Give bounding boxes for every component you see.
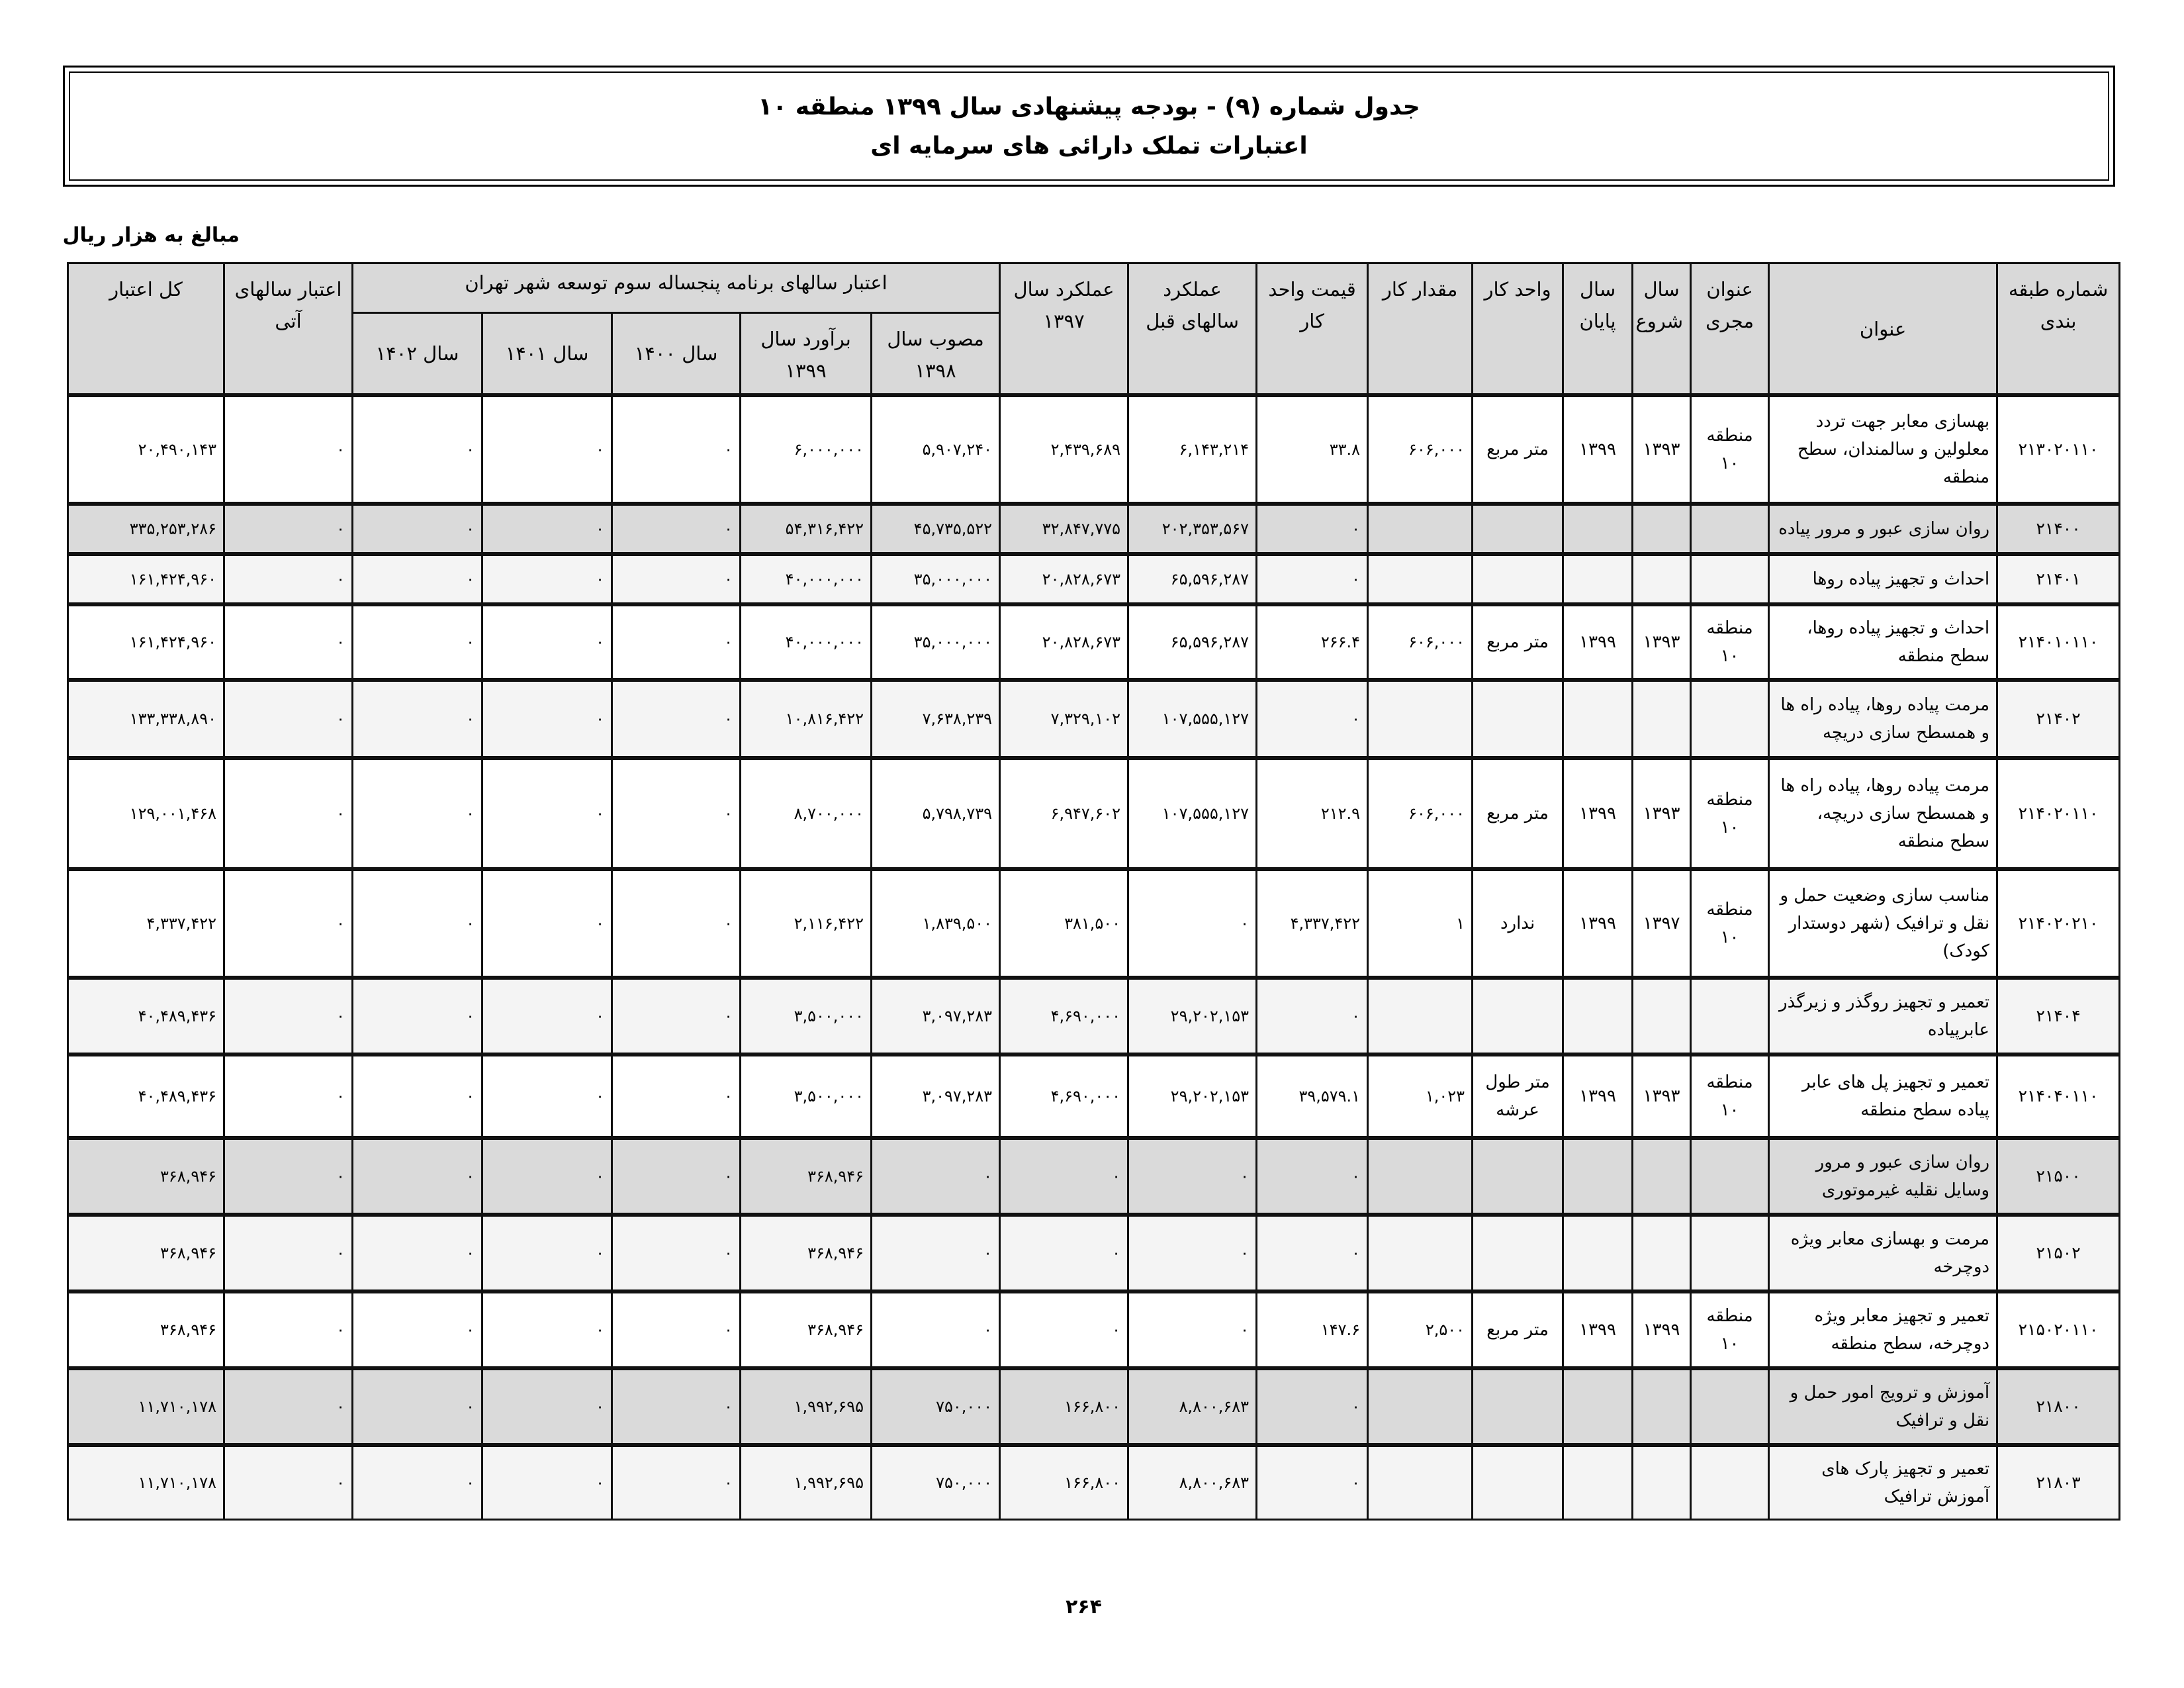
cell-year-1400: ۰ xyxy=(612,1368,741,1445)
budget-table xyxy=(67,262,2120,1521)
cell-quantity xyxy=(1368,1138,1473,1215)
cell-performance-1397: ۰ xyxy=(1000,1138,1128,1215)
cell-approved-1398: ۰ xyxy=(872,1138,1000,1215)
cell-estimate-1399: ۱,۹۹۲,۶۹۵ xyxy=(741,1445,872,1519)
cell-unit-price: ۰ xyxy=(1257,680,1368,758)
header-quantity: مقدار کار xyxy=(1368,263,1473,396)
cell-year-1400: ۰ xyxy=(612,604,741,680)
cell-executor: منطقه ۱۰ xyxy=(1691,869,1769,978)
cell-future-credit: ۰ xyxy=(224,1138,353,1215)
cell-total-credit: ۱۱,۷۱۰,۱۷۸ xyxy=(68,1368,224,1445)
header-five-year-plan-group: اعتبار سالهای برنامه پنجساله سوم توسعه شهر تهران xyxy=(353,263,1000,313)
cell-quantity xyxy=(1368,1368,1473,1445)
cell-total-credit: ۳۶۸,۹۴۶ xyxy=(68,1138,224,1215)
cell-end-year: ۱۳۹۹ xyxy=(1563,1291,1633,1368)
cell-year-1402: ۰ xyxy=(353,1291,482,1368)
cell-estimate-1399: ۳,۵۰۰,۰۰۰ xyxy=(741,978,872,1055)
cell-work-unit: متر مربع xyxy=(1473,395,1563,504)
cell-end-year xyxy=(1563,504,1633,554)
cell-approved-1398: ۵,۹۰۷,۲۴۰ xyxy=(872,395,1000,504)
cell-executor: منطقه ۱۰ xyxy=(1691,758,1769,869)
cell-work-unit xyxy=(1473,1138,1563,1215)
cell-estimate-1399: ۳۶۸,۹۴۶ xyxy=(741,1138,872,1215)
cell-start-year xyxy=(1633,554,1691,604)
cell-executor xyxy=(1691,978,1769,1055)
cell-estimate-1399: ۱۰,۸۱۶,۴۲۲ xyxy=(741,680,872,758)
cell-work-unit xyxy=(1473,978,1563,1055)
cell-estimate-1399: ۱,۹۹۲,۶۹۵ xyxy=(741,1368,872,1445)
cell-performance-1397: ۱۶۶,۸۰۰ xyxy=(1000,1445,1128,1519)
table-row xyxy=(68,1215,2120,1291)
cell-year-1400: ۰ xyxy=(612,1445,741,1519)
cell-performance-previous: ۶۵,۵۹۶,۲۸۷ xyxy=(1128,604,1257,680)
cell-work-unit: ندارد xyxy=(1473,869,1563,978)
cell-quantity: ۶۰۶,۰۰۰ xyxy=(1368,604,1473,680)
header-executor: عنوان مجری xyxy=(1691,263,1769,396)
table-title: جدول شماره (۹) - بودجه پیشنهادی سال ۱۳۹۹ منطقه ۱۰ xyxy=(758,93,1420,120)
cell-future-credit: ۰ xyxy=(224,1055,353,1138)
cell-classification-code: ۲۱۴۰۲۰۲۱۰ xyxy=(1997,869,2120,978)
cell-executor: منطقه ۱۰ xyxy=(1691,604,1769,680)
cell-work-unit: متر مربع xyxy=(1473,1291,1563,1368)
cell-start-year: ۱۳۹۹ xyxy=(1633,1291,1691,1368)
cell-estimate-1399: ۳۶۸,۹۴۶ xyxy=(741,1215,872,1291)
header-performance-1397: عملکرد سال ۱۳۹۷ xyxy=(1000,263,1128,396)
table-row xyxy=(68,604,2120,680)
cell-performance-1397: ۴,۶۹۰,۰۰۰ xyxy=(1000,1055,1128,1138)
cell-estimate-1399: ۳,۵۰۰,۰۰۰ xyxy=(741,1055,872,1138)
cell-total-credit: ۱۶۱,۴۲۴,۹۶۰ xyxy=(68,604,224,680)
cell-end-year xyxy=(1563,680,1633,758)
table-row xyxy=(68,869,2120,978)
cell-year-1401: ۰ xyxy=(482,1138,612,1215)
cell-total-credit: ۱۶۱,۴۲۴,۹۶۰ xyxy=(68,554,224,604)
cell-classification-code: ۲۱۴۰۲۰۱۱۰ xyxy=(1997,758,2120,869)
cell-unit-price: ۲۶۶.۴ xyxy=(1257,604,1368,680)
cell-year-1401: ۰ xyxy=(482,680,612,758)
cell-unit-price: ۳۳.۸ xyxy=(1257,395,1368,504)
cell-start-year xyxy=(1633,978,1691,1055)
table-row xyxy=(68,680,2120,758)
table-row xyxy=(68,554,2120,604)
cell-item-title: احداث و تجهیز پیاده روها xyxy=(1769,554,1997,604)
cell-performance-1397: ۲,۴۳۹,۶۸۹ xyxy=(1000,395,1128,504)
cell-end-year: ۱۳۹۹ xyxy=(1563,395,1633,504)
cell-start-year: ۱۳۹۳ xyxy=(1633,395,1691,504)
cell-future-credit: ۰ xyxy=(224,395,353,504)
cell-quantity: ۶۰۶,۰۰۰ xyxy=(1368,395,1473,504)
cell-item-title: روان سازی عبور و مرور پیاده xyxy=(1769,504,1997,554)
cell-quantity xyxy=(1368,1215,1473,1291)
cell-year-1401: ۰ xyxy=(482,869,612,978)
cell-approved-1398: ۱,۸۳۹,۵۰۰ xyxy=(872,869,1000,978)
cell-performance-previous: ۲۹,۲۰۲,۱۵۳ xyxy=(1128,1055,1257,1138)
cell-item-title: بهسازی معابر جهت تردد معلولین و سالمندان، سطح منطقه xyxy=(1769,395,1997,504)
cell-year-1400: ۰ xyxy=(612,1291,741,1368)
cell-unit-price: ۴,۳۳۷,۴۲۲ xyxy=(1257,869,1368,978)
cell-year-1402: ۰ xyxy=(353,869,482,978)
cell-performance-previous: ۰ xyxy=(1128,869,1257,978)
cell-year-1400: ۰ xyxy=(612,1138,741,1215)
cell-item-title: احداث و تجهیز پیاده روها، سطح منطقه xyxy=(1769,604,1997,680)
cell-classification-code: ۲۱۴۰۱۰۱۱۰ xyxy=(1997,604,2120,680)
cell-performance-1397: ۲۰,۸۲۸,۶۷۳ xyxy=(1000,604,1128,680)
cell-future-credit: ۰ xyxy=(224,1368,353,1445)
header-year-1400: سال ۱۴۰۰ xyxy=(612,313,741,396)
cell-performance-1397: ۲۰,۸۲۸,۶۷۳ xyxy=(1000,554,1128,604)
table-row xyxy=(68,1138,2120,1215)
cell-performance-1397: ۰ xyxy=(1000,1291,1128,1368)
cell-performance-previous: ۱۰۷,۵۵۵,۱۲۷ xyxy=(1128,680,1257,758)
cell-year-1402: ۰ xyxy=(353,504,482,554)
cell-future-credit: ۰ xyxy=(224,1291,353,1368)
header-unit: واحد کار xyxy=(1473,263,1563,396)
cell-estimate-1399: ۳۶۸,۹۴۶ xyxy=(741,1291,872,1368)
cell-work-unit xyxy=(1473,504,1563,554)
cell-future-credit: ۰ xyxy=(224,554,353,604)
cell-performance-previous: ۸,۸۰۰,۶۸۳ xyxy=(1128,1445,1257,1519)
table-row xyxy=(68,1291,2120,1368)
cell-total-credit: ۴۰,۴۸۹,۴۳۶ xyxy=(68,978,224,1055)
cell-unit-price: ۱۴۷.۶ xyxy=(1257,1291,1368,1368)
header-future-credit: اعتبار سالهای آتی xyxy=(224,263,353,396)
cell-classification-code: ۲۱۸۰۰ xyxy=(1997,1368,2120,1445)
cell-quantity xyxy=(1368,978,1473,1055)
cell-performance-previous: ۰ xyxy=(1128,1291,1257,1368)
cell-item-title: آموزش و ترویج امور حمل و نقل و ترافیک xyxy=(1769,1368,1997,1445)
cell-item-title: مناسب سازی وضعیت حمل و نقل و ترافیک (شهر دوستدار کودک) xyxy=(1769,869,1997,978)
header-unit-price: قیمت واحد کار xyxy=(1257,263,1368,396)
cell-performance-1397: ۱۶۶,۸۰۰ xyxy=(1000,1368,1128,1445)
cell-approved-1398: ۳,۰۹۷,۲۸۳ xyxy=(872,1055,1000,1138)
cell-item-title: تعمیر و تجهیز پارک های آموزش ترافیک xyxy=(1769,1445,1997,1519)
cell-approved-1398: ۷,۶۳۸,۲۳۹ xyxy=(872,680,1000,758)
cell-approved-1398: ۳,۰۹۷,۲۸۳ xyxy=(872,978,1000,1055)
cell-start-year xyxy=(1633,504,1691,554)
cell-future-credit: ۰ xyxy=(224,1445,353,1519)
cell-year-1400: ۰ xyxy=(612,395,741,504)
cell-executor: منطقه ۱۰ xyxy=(1691,395,1769,504)
cell-year-1400: ۰ xyxy=(612,504,741,554)
cell-executor xyxy=(1691,680,1769,758)
cell-executor: منطقه ۱۰ xyxy=(1691,1291,1769,1368)
cell-performance-1397: ۰ xyxy=(1000,1215,1128,1291)
cell-work-unit: متر مربع xyxy=(1473,604,1563,680)
cell-classification-code: ۲۱۴۰۴ xyxy=(1997,978,2120,1055)
cell-unit-price: ۰ xyxy=(1257,554,1368,604)
cell-end-year xyxy=(1563,1445,1633,1519)
cell-unit-price: ۰ xyxy=(1257,1445,1368,1519)
cell-estimate-1399: ۴۰,۰۰۰,۰۰۰ xyxy=(741,604,872,680)
cell-unit-price: ۰ xyxy=(1257,1215,1368,1291)
cell-year-1401: ۰ xyxy=(482,554,612,604)
cell-start-year: ۱۳۹۷ xyxy=(1633,869,1691,978)
cell-unit-price: ۲۱۲.۹ xyxy=(1257,758,1368,869)
cell-performance-previous: ۲۹,۲۰۲,۱۵۳ xyxy=(1128,978,1257,1055)
cell-work-unit: متر طول عرشه xyxy=(1473,1055,1563,1138)
cell-performance-previous: ۲۰۲,۳۵۳,۵۶۷ xyxy=(1128,504,1257,554)
cell-year-1402: ۰ xyxy=(353,604,482,680)
cell-year-1401: ۰ xyxy=(482,395,612,504)
cell-unit-price: ۳۹,۵۷۹.۱ xyxy=(1257,1055,1368,1138)
cell-work-unit xyxy=(1473,680,1563,758)
cell-year-1401: ۰ xyxy=(482,1291,612,1368)
cell-approved-1398: ۷۵۰,۰۰۰ xyxy=(872,1445,1000,1519)
cell-unit-price: ۰ xyxy=(1257,978,1368,1055)
currency-unit-note: مبالغ به هزار ریال xyxy=(62,224,240,247)
cell-total-credit: ۴,۳۳۷,۴۲۲ xyxy=(68,869,224,978)
cell-work-unit xyxy=(1473,1368,1563,1445)
cell-year-1400: ۰ xyxy=(612,978,741,1055)
cell-executor xyxy=(1691,554,1769,604)
cell-future-credit: ۰ xyxy=(224,504,353,554)
cell-quantity xyxy=(1368,1445,1473,1519)
cell-end-year: ۱۳۹۹ xyxy=(1563,604,1633,680)
cell-year-1401: ۰ xyxy=(482,1215,612,1291)
cell-start-year xyxy=(1633,1138,1691,1215)
cell-estimate-1399: ۴۰,۰۰۰,۰۰۰ xyxy=(741,554,872,604)
cell-end-year xyxy=(1563,1215,1633,1291)
cell-end-year: ۱۳۹۹ xyxy=(1563,869,1633,978)
cell-year-1400: ۰ xyxy=(612,1215,741,1291)
cell-classification-code: ۲۱۴۰۲ xyxy=(1997,680,2120,758)
cell-year-1402: ۰ xyxy=(353,1445,482,1519)
cell-unit-price: ۰ xyxy=(1257,504,1368,554)
header-performance-previous: عملکرد سالهای قبل xyxy=(1128,263,1257,396)
cell-executor xyxy=(1691,1445,1769,1519)
cell-year-1400: ۰ xyxy=(612,1055,741,1138)
cell-year-1401: ۰ xyxy=(482,604,612,680)
cell-classification-code: ۲۱۵۰۰ xyxy=(1997,1138,2120,1215)
cell-performance-previous: ۰ xyxy=(1128,1138,1257,1215)
cell-quantity: ۱ xyxy=(1368,869,1473,978)
cell-year-1402: ۰ xyxy=(353,978,482,1055)
cell-year-1402: ۰ xyxy=(353,1368,482,1445)
cell-quantity: ۶۰۶,۰۰۰ xyxy=(1368,758,1473,869)
table-body xyxy=(68,395,2120,1519)
cell-year-1402: ۰ xyxy=(353,395,482,504)
cell-classification-code: ۲۱۸۰۳ xyxy=(1997,1445,2120,1519)
cell-performance-1397: ۶,۹۴۷,۶۰۲ xyxy=(1000,758,1128,869)
cell-start-year: ۱۳۹۳ xyxy=(1633,758,1691,869)
table-row xyxy=(68,504,2120,554)
header-end-year: سال پایان xyxy=(1563,263,1633,396)
cell-classification-code: ۲۱۵۰۲۰۱۱۰ xyxy=(1997,1291,2120,1368)
cell-approved-1398: ۵,۷۹۸,۷۳۹ xyxy=(872,758,1000,869)
cell-quantity xyxy=(1368,504,1473,554)
cell-year-1401: ۰ xyxy=(482,758,612,869)
cell-total-credit: ۳۶۸,۹۴۶ xyxy=(68,1215,224,1291)
cell-total-credit: ۴۰,۴۸۹,۴۳۶ xyxy=(68,1055,224,1138)
cell-work-unit xyxy=(1473,554,1563,604)
cell-year-1402: ۰ xyxy=(353,1055,482,1138)
cell-end-year: ۱۳۹۹ xyxy=(1563,1055,1633,1138)
cell-performance-previous: ۱۰۷,۵۵۵,۱۲۷ xyxy=(1128,758,1257,869)
cell-year-1402: ۰ xyxy=(353,680,482,758)
cell-total-credit: ۱۲۹,۰۰۱,۴۶۸ xyxy=(68,758,224,869)
cell-work-unit xyxy=(1473,1445,1563,1519)
cell-year-1402: ۰ xyxy=(353,554,482,604)
header-estimate-1399: برآورد سال ۱۳۹۹ xyxy=(741,313,872,396)
cell-future-credit: ۰ xyxy=(224,680,353,758)
cell-year-1401: ۰ xyxy=(482,978,612,1055)
cell-unit-price: ۰ xyxy=(1257,1368,1368,1445)
cell-future-credit: ۰ xyxy=(224,604,353,680)
cell-work-unit: متر مربع xyxy=(1473,758,1563,869)
cell-total-credit: ۳۳۵,۲۵۳,۲۸۶ xyxy=(68,504,224,554)
cell-work-unit xyxy=(1473,1215,1563,1291)
cell-classification-code: ۲۱۳۰۲۰۱۱۰ xyxy=(1997,395,2120,504)
cell-performance-previous: ۸,۸۰۰,۶۸۳ xyxy=(1128,1368,1257,1445)
cell-quantity: ۱,۰۲۳ xyxy=(1368,1055,1473,1138)
header-year-1401: سال ۱۴۰۱ xyxy=(482,313,612,396)
cell-year-1401: ۰ xyxy=(482,504,612,554)
cell-classification-code: ۲۱۵۰۲ xyxy=(1997,1215,2120,1291)
cell-item-title: مرمت و بهسازی معابر ویژه دوچرخه xyxy=(1769,1215,1997,1291)
cell-classification-code: ۲۱۴۰۴۰۱۱۰ xyxy=(1997,1055,2120,1138)
table-title-box xyxy=(63,66,2115,187)
cell-item-title: تعمیر و تجهیز پل های عابر پیاده سطح منطقه xyxy=(1769,1055,1997,1138)
header-year-1402: سال ۱۴۰۲ xyxy=(353,313,482,396)
cell-classification-code: ۲۱۴۰۱ xyxy=(1997,554,2120,604)
cell-estimate-1399: ۸,۷۰۰,۰۰۰ xyxy=(741,758,872,869)
table-row xyxy=(68,978,2120,1055)
cell-approved-1398: ۷۵۰,۰۰۰ xyxy=(872,1368,1000,1445)
table-row xyxy=(68,1368,2120,1445)
cell-start-year xyxy=(1633,1215,1691,1291)
cell-year-1402: ۰ xyxy=(353,758,482,869)
cell-total-credit: ۱۱,۷۱۰,۱۷۸ xyxy=(68,1445,224,1519)
cell-start-year xyxy=(1633,680,1691,758)
cell-end-year xyxy=(1563,978,1633,1055)
cell-quantity: ۲,۵۰۰ xyxy=(1368,1291,1473,1368)
cell-approved-1398: ۰ xyxy=(872,1291,1000,1368)
cell-performance-previous: ۰ xyxy=(1128,1215,1257,1291)
cell-item-title: مرمت پیاده روها، پیاده راه ها و همسطح سازی دریچه، سطح منطقه xyxy=(1769,758,1997,869)
cell-performance-previous: ۶,۱۴۳,۲۱۴ xyxy=(1128,395,1257,504)
header-code: شماره طبقه بندی xyxy=(1997,263,2120,396)
cell-year-1401: ۰ xyxy=(482,1368,612,1445)
cell-end-year xyxy=(1563,1368,1633,1445)
cell-estimate-1399: ۶,۰۰۰,۰۰۰ xyxy=(741,395,872,504)
cell-unit-price: ۰ xyxy=(1257,1138,1368,1215)
header-approved-1398: مصوب سال ۱۳۹۸ xyxy=(872,313,1000,396)
cell-quantity xyxy=(1368,554,1473,604)
cell-year-1400: ۰ xyxy=(612,554,741,604)
table-title-inner xyxy=(69,71,2109,181)
cell-approved-1398: ۰ xyxy=(872,1215,1000,1291)
cell-year-1400: ۰ xyxy=(612,758,741,869)
cell-year-1400: ۰ xyxy=(612,869,741,978)
table-row xyxy=(68,1445,2120,1519)
cell-quantity xyxy=(1368,680,1473,758)
cell-item-title: روان سازی عبور و مرور وسایل نقلیه غیرموتوری xyxy=(1769,1138,1997,1215)
cell-executor xyxy=(1691,1368,1769,1445)
table-row xyxy=(68,758,2120,869)
cell-total-credit: ۲۰,۴۹۰,۱۴۳ xyxy=(68,395,224,504)
cell-approved-1398: ۳۵,۰۰۰,۰۰۰ xyxy=(872,554,1000,604)
cell-year-1402: ۰ xyxy=(353,1138,482,1215)
cell-executor xyxy=(1691,504,1769,554)
table-row xyxy=(68,1055,2120,1138)
cell-classification-code: ۲۱۴۰۰ xyxy=(1997,504,2120,554)
cell-end-year xyxy=(1563,1138,1633,1215)
cell-approved-1398: ۳۵,۰۰۰,۰۰۰ xyxy=(872,604,1000,680)
cell-start-year xyxy=(1633,1368,1691,1445)
cell-future-credit: ۰ xyxy=(224,1215,353,1291)
cell-item-title: مرمت پیاده روها، پیاده راه ها و همسطح سازی دریچه xyxy=(1769,680,1997,758)
cell-future-credit: ۰ xyxy=(224,978,353,1055)
cell-executor xyxy=(1691,1215,1769,1291)
cell-executor: منطقه ۱۰ xyxy=(1691,1055,1769,1138)
cell-start-year: ۱۳۹۳ xyxy=(1633,604,1691,680)
table-subtitle: اعتبارات تملک دارائی های سرمایه ای xyxy=(870,132,1308,160)
cell-end-year: ۱۳۹۹ xyxy=(1563,758,1633,869)
cell-future-credit: ۰ xyxy=(224,758,353,869)
cell-performance-1397: ۳۲,۸۴۷,۷۷۵ xyxy=(1000,504,1128,554)
cell-estimate-1399: ۵۴,۳۱۶,۴۲۲ xyxy=(741,504,872,554)
cell-item-title: تعمیر و تجهیز معابر ویژه دوچرخه، سطح منطقه xyxy=(1769,1291,1997,1368)
header-title: عنوان xyxy=(1769,263,1997,396)
cell-end-year xyxy=(1563,554,1633,604)
cell-estimate-1399: ۲,۱۱۶,۴۲۲ xyxy=(741,869,872,978)
cell-total-credit: ۱۳۳,۳۳۸,۸۹۰ xyxy=(68,680,224,758)
cell-start-year xyxy=(1633,1445,1691,1519)
cell-year-1400: ۰ xyxy=(612,680,741,758)
cell-item-title: تعمیر و تجهیز روگذر و زیرگذر عابرپیاده xyxy=(1769,978,1997,1055)
cell-performance-previous: ۶۵,۵۹۶,۲۸۷ xyxy=(1128,554,1257,604)
cell-future-credit: ۰ xyxy=(224,869,353,978)
header-total-credit: کل اعتبار xyxy=(68,263,224,396)
cell-year-1401: ۰ xyxy=(482,1055,612,1138)
cell-start-year: ۱۳۹۳ xyxy=(1633,1055,1691,1138)
header-start-year: سال شروع xyxy=(1633,263,1691,396)
cell-performance-1397: ۳۸۱,۵۰۰ xyxy=(1000,869,1128,978)
table-row xyxy=(68,395,2120,504)
cell-year-1402: ۰ xyxy=(353,1215,482,1291)
cell-performance-1397: ۷,۳۲۹,۱۰۲ xyxy=(1000,680,1128,758)
page-number: ۲۶۴ xyxy=(1066,1595,1102,1618)
cell-total-credit: ۳۶۸,۹۴۶ xyxy=(68,1291,224,1368)
cell-performance-1397: ۴,۶۹۰,۰۰۰ xyxy=(1000,978,1128,1055)
cell-approved-1398: ۴۵,۷۳۵,۵۲۲ xyxy=(872,504,1000,554)
cell-executor xyxy=(1691,1138,1769,1215)
cell-year-1401: ۰ xyxy=(482,1445,612,1519)
